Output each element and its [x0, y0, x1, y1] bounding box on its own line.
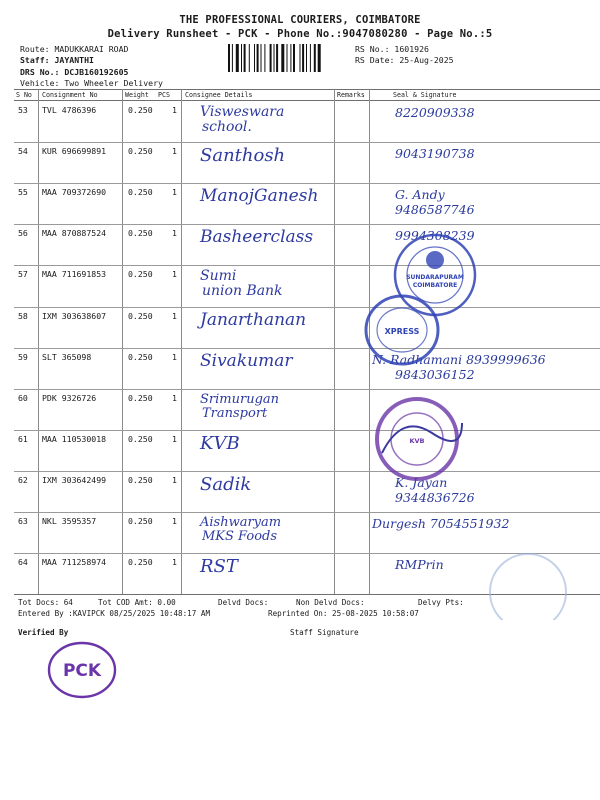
pieces-count: 1 [172, 310, 177, 321]
col-pcs: PCS [158, 91, 170, 99]
svg-text:XPRESS: XPRESS [384, 327, 420, 336]
pieces-count: 1 [172, 146, 177, 157]
row-divider [14, 183, 600, 184]
serial-number: 56 [18, 228, 28, 239]
xpress-stamp [360, 290, 445, 370]
pieces-count: 1 [172, 351, 177, 362]
consignment-number: MAA 711691853 [42, 269, 107, 280]
consignment-number: MAA 110530018 [42, 433, 107, 444]
pieces-count: 1 [172, 516, 177, 526]
weight-value: 0.250 [128, 474, 153, 485]
rs-number: RS No.: 1601926 [355, 44, 429, 54]
delivered-docs: Delvd Docs: [218, 598, 269, 607]
staff-signature-label: Staff Signature [290, 628, 359, 637]
row-divider [14, 430, 600, 431]
pieces-count: 1 [172, 392, 177, 403]
total-docs: Tot Docs: 64 [18, 598, 73, 607]
pieces-count: 1 [172, 269, 177, 280]
row-divider [14, 512, 600, 513]
weight-value: 0.250 [128, 392, 153, 403]
consignee-handwriting: school. [202, 119, 252, 135]
consignee-handwriting: union Bank [202, 283, 283, 300]
runsheet-subtitle: Delivery Runsheet - PCK - Phone No.:9047080280 - Page No.:5 [107, 28, 493, 40]
consignment-number: MAA 870887524 [42, 228, 107, 239]
weight-value: 0.250 [128, 310, 153, 321]
receiver-signature: G. Andy [395, 187, 445, 203]
receiver-signature: 9994308239 [395, 228, 475, 244]
consignment-number: KUR 696699891 [42, 146, 107, 157]
row-divider [14, 307, 600, 308]
col-seal-signature: Seal & Signature [393, 91, 457, 99]
row-divider [14, 224, 600, 225]
receiver-signature: RMPrin [395, 557, 444, 573]
verified-by-label: Verified By [18, 628, 69, 637]
col-consignment: Consignment No [42, 91, 98, 99]
row-divider [14, 265, 600, 266]
weight-value: 0.250 [128, 146, 153, 157]
consignee-handwriting: Transport [202, 405, 268, 421]
company-title: THE PROFESSIONAL COURIERS, COIMBATORE [179, 14, 421, 26]
weight-value: 0.250 [128, 351, 153, 362]
pieces-count: 1 [172, 557, 177, 568]
consignment-number: MAA 711258974 [42, 557, 107, 568]
serial-number: 61 [18, 433, 28, 444]
consignment-number: MAA 709372690 [42, 187, 107, 198]
column-divider [181, 89, 182, 594]
consignee-handwriting: Sumi [200, 268, 237, 285]
non-delivered-docs: Non Delvd Docs: [296, 598, 365, 607]
consignee-handwriting: Sivakumar [200, 350, 293, 371]
serial-number: 54 [18, 146, 28, 157]
pieces-count: 1 [172, 474, 177, 485]
staff-label: Staff: JAYANTHI [20, 55, 94, 65]
faded-stamp [478, 548, 578, 620]
col-consignee: Consignee Details [185, 91, 253, 99]
consignee-handwriting: ManojGanesh [200, 186, 319, 207]
consignee-handwriting: RST [200, 556, 238, 578]
receiver-signature: 9843036152 [395, 366, 475, 382]
col-sno: S No [16, 91, 32, 99]
weight-value: 0.250 [128, 105, 153, 115]
column-divider [334, 89, 335, 594]
drs-label: DRS No.: DCJB160192605 [20, 67, 129, 77]
table-top-border [14, 89, 600, 90]
weight-value: 0.250 [128, 269, 153, 280]
route-label: Route: MADUKKARAI ROAD [20, 44, 129, 54]
barcode [228, 44, 350, 72]
col-weight: Weight [125, 91, 149, 99]
consignee-handwriting: Janarthanan [200, 309, 307, 330]
rs-date: RS Date: 25-Aug-2025 [355, 55, 454, 65]
receiver-signature: 9043190738 [395, 146, 475, 162]
serial-number: 63 [18, 516, 28, 526]
consignment-number: TVL 4786396 [42, 105, 97, 115]
receiver-signature: 9344836726 [395, 489, 475, 505]
weight-value: 0.250 [128, 433, 153, 444]
consignment-number: SLT 365098 [42, 351, 92, 362]
consignee-handwriting: Srimurugan [200, 391, 280, 407]
serial-number: 57 [18, 269, 28, 280]
pck-stamp-text: PCK [62, 661, 102, 681]
serial-number: 58 [18, 310, 28, 321]
weight-value: 0.250 [128, 228, 153, 239]
serial-number: 59 [18, 351, 28, 362]
weight-value: 0.250 [128, 187, 153, 198]
vehicle-label: Vehicle: Two Wheeler Delivery [20, 78, 163, 88]
entered-by: Entered By :KAVIPCK 08/25/2025 10:48:17 AM [18, 609, 211, 618]
consignee-handwriting: Aishwaryam [200, 515, 282, 530]
column-divider [122, 89, 123, 594]
serial-number: 53 [18, 105, 28, 115]
weight-value: 0.250 [128, 557, 153, 568]
svg-text:SUNDARAPURAM: SUNDARAPURAM [406, 274, 464, 281]
consignment-number: NKL 3595357 [42, 516, 97, 526]
table-header-border [14, 100, 600, 101]
receiver-signature: 8220909338 [395, 105, 475, 120]
row-divider [14, 389, 600, 390]
consignee-handwriting: Sadik [200, 473, 252, 495]
serial-number: 55 [18, 187, 28, 198]
total-cod-amount: Tot COD Amt: 0.00 [98, 598, 176, 607]
kvb-stamp [362, 393, 472, 485]
consignment-number: PDK 9326726 [42, 392, 97, 403]
svg-text:COIMBATORE: COIMBATORE [412, 282, 458, 289]
pck-stamp [46, 640, 118, 700]
pieces-count: 1 [172, 187, 177, 198]
serial-number: 64 [18, 557, 28, 568]
reprinted-on: Reprinted On: 25-08-2025 10:58:07 [268, 609, 419, 618]
pieces-count: 1 [172, 433, 177, 444]
row-divider [14, 348, 600, 349]
receiver-signature: Durgesh 7054551932 [372, 516, 510, 531]
receiver-signature: 9486587746 [395, 202, 475, 218]
col-remarks: Remarks [337, 91, 365, 99]
consignment-number: IXM 303638607 [42, 310, 107, 321]
consignee-handwriting: Basheerclass [200, 227, 314, 248]
column-divider [38, 89, 39, 594]
weight-value: 0.250 [128, 516, 153, 526]
pieces-count: 1 [172, 228, 177, 239]
receiver-signature: K. Jayan [395, 474, 448, 490]
consignee-handwriting: Santhosh [200, 145, 286, 167]
row-divider [14, 471, 600, 472]
consignee-handwriting: Visweswara [200, 104, 285, 120]
serial-number: 60 [18, 392, 28, 403]
serial-number: 62 [18, 474, 28, 485]
svg-text:KVB: KVB [409, 437, 425, 445]
pieces-count: 1 [172, 105, 177, 115]
receiver-signature: N. Radhamani 8939999636 [372, 351, 546, 367]
consignment-number: IXM 303642499 [42, 474, 107, 485]
delivery-points: Delvy Pts: [418, 598, 464, 607]
row-divider [14, 142, 600, 143]
consignee-handwriting: MKS Foods [202, 529, 278, 544]
consignee-handwriting: KVB [200, 432, 240, 454]
